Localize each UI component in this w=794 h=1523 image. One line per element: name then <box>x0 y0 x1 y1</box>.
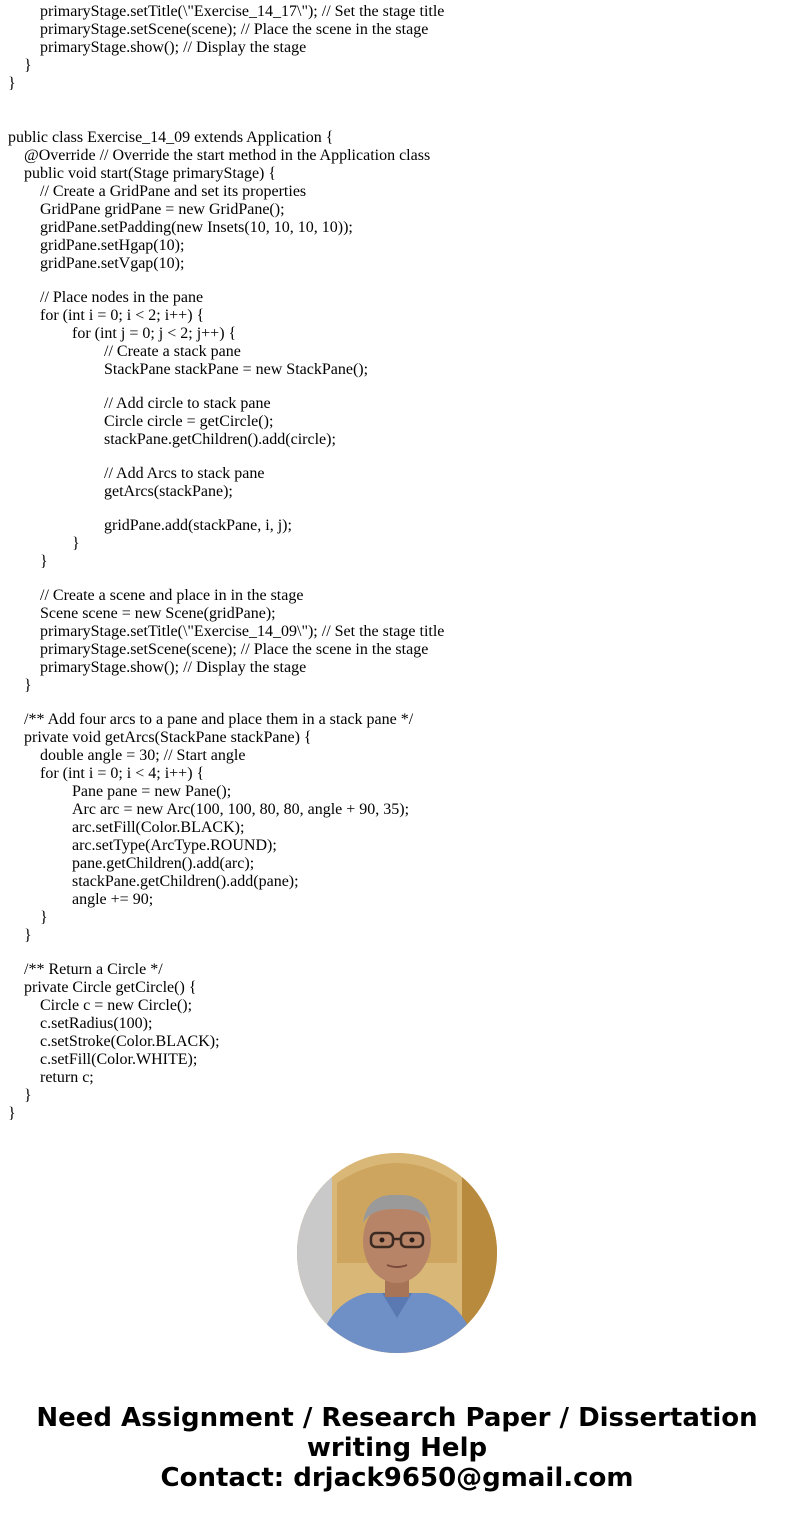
code-line: } <box>8 1105 16 1122</box>
code-line: arc.setType(ArcType.ROUND); <box>72 837 277 854</box>
code-line: c.setFill(Color.WHITE); <box>40 1051 198 1068</box>
code-line <box>8 449 788 465</box>
code-line: gridPane.setVgap(10); <box>40 255 185 272</box>
code-line: stackPane.getChildren().add(pane); <box>72 873 299 890</box>
promo-contact: Contact: drjack9650@gmail.com <box>160 1463 634 1493</box>
code-line: primaryStage.show(); // Display the stage <box>40 39 307 56</box>
code-line: Arc arc = new Arc(100, 100, 80, 80, angle + 90, 35); <box>72 801 410 818</box>
code-line: } <box>24 677 32 694</box>
promo-text <box>0 1403 794 1493</box>
code-line: primaryStage.show(); // Display the stage <box>40 659 307 676</box>
code-line: } <box>40 553 48 570</box>
promo-line-1: Need Assignment / Research Paper / Dissertation <box>36 1403 758 1433</box>
code-line: double angle = 30; // Start angle <box>40 747 246 764</box>
code-line: gridPane.setHgap(10); <box>40 237 185 254</box>
code-line: } <box>72 535 80 552</box>
code-line: c.setRadius(100); <box>40 1015 153 1032</box>
code-line: Circle c = new Circle(); <box>40 997 193 1014</box>
code-line: /** Return a Circle */ <box>24 961 163 978</box>
code-line: public void start(Stage primaryStage) { <box>24 165 277 182</box>
code-line: Pane pane = new Pane(); <box>72 783 232 800</box>
code-line <box>8 501 788 517</box>
code-line: // Create a scene and place in in the stage <box>40 587 304 604</box>
promo-line-2: writing Help <box>306 1433 488 1463</box>
code-line: } <box>40 909 48 926</box>
code-line: primaryStage.setTitle(\"Exercise_14_17\"); // Set the stage title <box>40 3 445 20</box>
code-line: stackPane.getChildren().add(circle); <box>104 431 336 448</box>
code-line: primaryStage.setScene(scene); // Place the scene in the stage <box>40 641 429 658</box>
code-line <box>8 571 788 587</box>
code-line: StackPane stackPane = new StackPane(); <box>104 361 369 378</box>
code-line: GridPane gridPane = new GridPane(); <box>40 201 285 218</box>
code-line: primaryStage.setScene(scene); // Place the scene in the stage <box>40 21 429 38</box>
author-avatar <box>297 1153 497 1353</box>
code-line: for (int i = 0; i < 2; i++) { <box>40 307 205 324</box>
code-line: } <box>24 1087 32 1104</box>
code-line: // Place nodes in the pane <box>40 289 204 306</box>
code-line: gridPane.setPadding(new Insets(10, 10, 10, 10)); <box>40 219 353 236</box>
person-portrait-icon <box>297 1153 497 1353</box>
code-line: c.setStroke(Color.BLACK); <box>40 1033 220 1050</box>
code-line <box>8 273 788 289</box>
code-line: @Override // Override the start method in the Application class <box>24 147 431 164</box>
code-line: } <box>8 75 16 92</box>
code-line: pane.getChildren().add(arc); <box>72 855 255 872</box>
code-line <box>8 379 788 395</box>
code-listing <box>8 3 788 1123</box>
code-line <box>8 695 788 711</box>
code-line: for (int i = 0; i < 4; i++) { <box>40 765 205 782</box>
code-line <box>8 111 788 129</box>
code-line: getArcs(stackPane); <box>104 483 233 500</box>
code-line: angle += 90; <box>72 891 154 908</box>
code-line: // Add circle to stack pane <box>104 395 271 412</box>
code-line: public class Exercise_14_09 extends Application { <box>8 129 334 146</box>
code-line: Circle circle = getCircle(); <box>104 413 274 430</box>
code-line <box>8 93 788 111</box>
code-line <box>8 945 788 961</box>
code-line: Scene scene = new Scene(gridPane); <box>40 605 276 622</box>
code-line: } <box>24 927 32 944</box>
code-line: } <box>24 57 32 74</box>
code-line: return c; <box>40 1069 94 1086</box>
code-line: // Create a GridPane and set its properties <box>40 183 307 200</box>
code-line: arc.setFill(Color.BLACK); <box>72 819 245 836</box>
code-line: /** Add four arcs to a pane and place them in a stack pane */ <box>24 711 414 728</box>
code-line: // Add Arcs to stack pane <box>104 465 265 482</box>
code-line: primaryStage.setTitle(\"Exercise_14_09\"); // Set the stage title <box>40 623 445 640</box>
code-line: // Create a stack pane <box>104 343 241 360</box>
code-line: private Circle getCircle() { <box>24 979 197 996</box>
code-line: gridPane.add(stackPane, i, j); <box>104 517 292 534</box>
code-line: private void getArcs(StackPane stackPane) { <box>24 729 312 746</box>
code-line: for (int j = 0; j < 2; j++) { <box>72 325 237 342</box>
